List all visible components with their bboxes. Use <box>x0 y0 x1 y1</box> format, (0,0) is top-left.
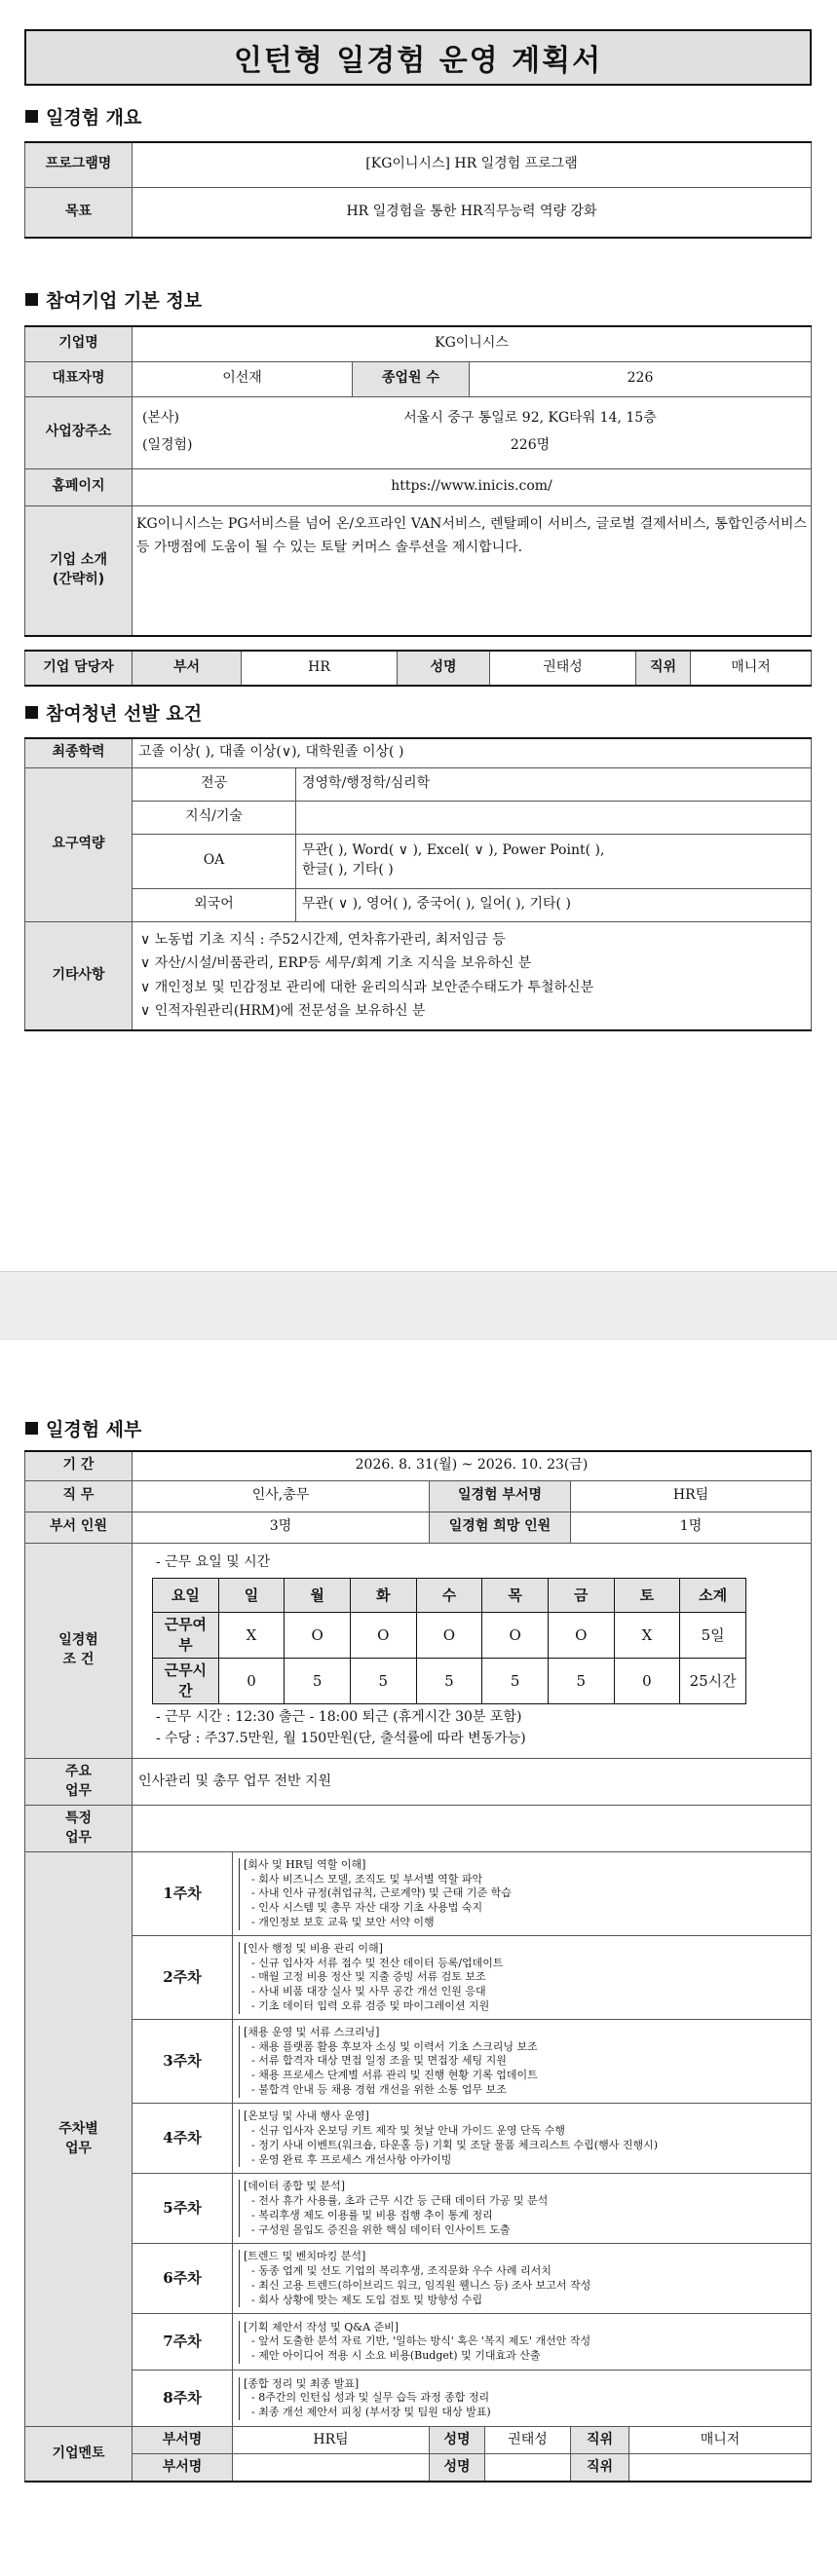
exp-site-value: 226명 <box>510 437 551 453</box>
document-title: 인턴형 일경험 운영 계획서 <box>24 29 812 86</box>
week-content: [인사 행정 및 비용 관리 이해] - 신규 입사자 서류 접수 및 전산 데이터 등록/업데이트 - 매월 고정 비용 정산 및 지출 증빙 서류 검토 보조 - 사내 비품 대장 실사 및 사무 공간 개선 인원 응대 - 기초 데이터 입력 오류 검증 및 마이그레이션 지원 <box>233 1936 812 2020</box>
page-2 <box>0 1340 837 2576</box>
etc-item: ∨ 개인정보 및 민감정보 관리에 대한 윤리의식과 보안준수태도가 투철하신분 <box>140 979 594 995</box>
mentor-label: 기업멘토 <box>25 2427 133 2482</box>
week-label: 8주차 <box>133 2371 233 2427</box>
staff-value: 3명 <box>133 1512 430 1543</box>
employees-value: 226 <box>470 361 812 396</box>
hq-value: 서울시 중구 통일로 92, KG타워 14, 15층 <box>403 410 657 427</box>
contact-position-value: 매니저 <box>691 651 812 686</box>
schedule-cell: O <box>350 1613 416 1659</box>
etc-item: ∨ 인적자원관리(HRM)에 전문성을 보유하신 분 <box>140 1003 426 1020</box>
homepage-link[interactable]: https://www.inicis.com/ <box>133 468 812 505</box>
schedule-cell: O <box>482 1613 549 1659</box>
schedule-cell: 5 <box>482 1659 549 1704</box>
week-label: 6주차 <box>133 2244 233 2314</box>
condition-label: 일경험 조 건 <box>25 1543 133 1759</box>
section-heading-requirements: 참여청년 선발 요건 <box>25 699 202 726</box>
schedule-header: 토 <box>614 1579 680 1613</box>
detail-table <box>24 1450 812 2483</box>
schedule-cell: 근무시간 <box>153 1659 219 1704</box>
dept-value: HR팀 <box>571 1480 812 1512</box>
etc-item: ∨ 자산/시설/비품관리, ERP등 세무/회계 기초 지식을 보유하신 분 <box>140 955 532 972</box>
requirements-table <box>24 737 812 1031</box>
schedule-cell: 5 <box>548 1659 614 1704</box>
contact-label: 기업 담당자 <box>25 651 133 686</box>
weekly-label: 주차별 업무 <box>25 1852 133 2427</box>
company-name-label: 기업명 <box>25 326 133 361</box>
week-label: 3주차 <box>133 2020 233 2104</box>
schedule-header: 수 <box>416 1579 482 1613</box>
etc-label: 기타사항 <box>25 921 133 1030</box>
schedule-cell: 25시간 <box>680 1659 746 1704</box>
square-bullet-icon <box>25 293 38 306</box>
schedule-cell: 5 <box>285 1659 351 1704</box>
mentor2-position-label: 직위 <box>571 2454 629 2482</box>
schedule-cell: 0 <box>218 1659 285 1704</box>
contact-dept-label: 부서 <box>133 651 242 686</box>
schedule-header: 금 <box>548 1579 614 1613</box>
duty-value: 인사,총무 <box>133 1480 430 1512</box>
major-label: 전공 <box>133 767 296 801</box>
goal-value: HR 일경험을 통한 HR직무능력 역량 강화 <box>133 187 812 238</box>
mentor2-position-value <box>629 2454 812 2482</box>
contact-dept-value: HR <box>242 651 398 686</box>
mentor-dept-label: 부서명 <box>133 2427 233 2454</box>
etc-list <box>133 921 812 1030</box>
company-table <box>24 325 812 637</box>
oa-label: OA <box>133 834 296 888</box>
schedule-cell: 0 <box>614 1659 680 1704</box>
period-label: 기 간 <box>25 1451 133 1480</box>
goal-label: 목표 <box>25 187 133 238</box>
ceo-value: 이선재 <box>133 361 353 396</box>
schedule-cell: O <box>285 1613 351 1659</box>
schedule-cell: O <box>548 1613 614 1659</box>
contact-name-label: 성명 <box>398 651 490 686</box>
week-content: [온보딩 및 사내 행사 운영] - 신규 입사자 온보딩 키트 제작 및 첫날 안내 가이드 운영 단독 수행 - 정기 사내 이벤트(워크숍, 타운홀 등) 기획 및 조달 물품 체크리스트 수립(행사 진행시) - 운영 완료 후 프로세스 개선사항 아카이빙 <box>233 2104 812 2174</box>
schedule-cell: X <box>614 1613 680 1659</box>
square-bullet-icon <box>25 1422 38 1435</box>
week-content: [트렌드 및 벤치마킹 분석] - 동종 업계 및 선도 기업의 복리후생, 조직문화 우수 사례 리서치 - 최신 고용 트렌드(하이브리드 워크, 임직원 웰니스 등) 조사 보고서 작성 - 회사 상황에 맞는 제도 도입 검토 및 방향성 수립 <box>233 2244 812 2314</box>
knowledge-value <box>296 801 812 834</box>
schedule-header: 일 <box>218 1579 285 1613</box>
section-heading-detail: 일경험 세부 <box>25 1415 141 1441</box>
page-separator <box>0 1271 837 1341</box>
staff-label: 부서 인원 <box>25 1512 133 1543</box>
company-name-value: KG이니시스 <box>133 326 812 361</box>
section-heading-overview: 일경험 개요 <box>25 103 141 130</box>
contact-name-value: 권태성 <box>490 651 636 686</box>
section-heading-company: 참여기업 기본 정보 <box>25 286 202 313</box>
mentor2-dept-label: 부서명 <box>133 2454 233 2482</box>
etc-item: ∨ 노동법 기초 지식 : 주52시간제, 연차휴가관리, 최저임금 등 <box>140 931 506 948</box>
mentor-dept-value: HR팀 <box>233 2427 430 2454</box>
week-content: [종합 정리 및 최종 발표] - 8주간의 인턴십 성과 및 실무 습득 과정 종합 정리 - 최종 개선 제안서 피칭 (부서장 및 팀원 대상 발표) <box>233 2371 812 2427</box>
special-task-value <box>133 1806 812 1852</box>
employees-label: 종업원 수 <box>353 361 470 396</box>
duty-label: 직 무 <box>25 1480 133 1512</box>
contact-table <box>24 650 812 687</box>
hope-value: 1명 <box>571 1512 812 1543</box>
condition-cell <box>133 1543 812 1759</box>
knowledge-label: 지식/기술 <box>133 801 296 834</box>
mentor-name-label: 성명 <box>430 2427 485 2454</box>
address-label: 사업장주소 <box>25 396 133 468</box>
lang-value: 무관( ∨ ), 영어( ), 중국어( ), 일어( ), 기타( ) <box>296 888 812 921</box>
contact-position-label: 직위 <box>636 651 691 686</box>
mentor-position-value: 매니저 <box>629 2427 812 2454</box>
week-label: 4주차 <box>133 2104 233 2174</box>
schedule-header: 목 <box>482 1579 549 1613</box>
edu-label: 최종학력 <box>25 738 133 767</box>
week-label: 5주차 <box>133 2174 233 2244</box>
intro-value: KG이니시스는 PG서비스를 넘어 온/오프라인 VAN서비스, 렌탈페이 서비스, 글로벌 결제서비스, 통합인증서비스 등 가맹점에 도움이 될 수 있는 토탈 커머스 솔루션을 제시합니다. <box>133 505 812 636</box>
address-cell <box>133 396 812 468</box>
condition-note: - 근무 시간 : 12:30 출근 - 18:00 퇴근 (휴게시간 30분 포함) <box>156 1709 522 1726</box>
main-task-label: 주요 업무 <box>25 1759 133 1806</box>
major-value: 경영학/행정학/심리학 <box>296 767 812 801</box>
mentor-position-label: 직위 <box>571 2427 629 2454</box>
main-task-value: 인사관리 및 총무 업무 전반 지원 <box>133 1759 812 1806</box>
homepage-label: 홈페이지 <box>25 468 133 505</box>
week-label: 7주차 <box>133 2314 233 2371</box>
schedule-cell: X <box>218 1613 285 1659</box>
week-content: [회사 및 HR팀 역할 이해] - 회사 비즈니스 모델, 조직도 및 부서별 역할 파악 - 사내 인사 규정(취업규칙, 근로계약) 및 근태 기준 학습 - 인사 시스템 및 총무 자산 대장 기초 사용법 숙지 - 개인정보 보호 교육 및 보안 서약 이행 <box>233 1852 812 1936</box>
week-content: [데이터 종합 및 분석] - 전사 휴가 사용률, 초과 근무 시간 등 근태 데이터 가공 및 분석 - 복리후생 제도 이용률 및 비용 집행 추이 통계 정리 - 구성원 몰입도 증진을 위한 핵심 데이터 인사이트 도출 <box>233 2174 812 2244</box>
page-1 <box>0 0 837 1271</box>
program-label: 프로그램명 <box>25 142 133 187</box>
period-value: 2026. 8. 31(월) ~ 2026. 10. 23(금) <box>133 1451 812 1480</box>
mentor2-dept-value <box>233 2454 430 2482</box>
program-value: [KG이니시스] HR 일경험 프로그램 <box>133 142 812 187</box>
dept-label: 일경험 부서명 <box>430 1480 571 1512</box>
schedule-cell: 5 <box>350 1659 416 1704</box>
condition-title: - 근무 요일 및 시간 <box>156 1553 271 1570</box>
mentor2-name-value <box>485 2454 571 2482</box>
schedule-cell: 5일 <box>680 1613 746 1659</box>
week-label: 2주차 <box>133 1936 233 2020</box>
mentor-name-value: 권태성 <box>485 2427 571 2454</box>
intro-label: 기업 소개 (간략히) <box>25 505 133 636</box>
week-label: 1주차 <box>133 1852 233 1936</box>
schedule-cell: O <box>416 1613 482 1659</box>
special-task-label: 특정 업무 <box>25 1806 133 1852</box>
square-bullet-icon <box>25 110 38 123</box>
schedule-cell: 5 <box>416 1659 482 1704</box>
mentor2-name-label: 성명 <box>430 2454 485 2482</box>
schedule-header: 월 <box>285 1579 351 1613</box>
schedule-cell: 근무여부 <box>153 1613 219 1659</box>
edu-value: 고졸 이상( ), 대졸 이상(∨), 대학원졸 이상( ) <box>133 738 812 767</box>
overview-table <box>24 141 812 239</box>
oa-value: 무관( ), Word( ∨ ), Excel( ∨ ), Power Point( ), 한글( ), 기타( ) <box>296 834 812 888</box>
week-content: [기획 제안서 작성 및 Q&A 준비] - 앞서 도출한 분석 자료 기반, '일하는 방식' 혹은 '복지 제도' 개선안 작성 - 제안 아이디어 적용 시 소요 비용(Budget) 및 기대효과 산출 <box>233 2314 812 2371</box>
hq-label: (본사) <box>142 410 179 427</box>
schedule-table <box>152 1578 746 1704</box>
lang-label: 외국어 <box>133 888 296 921</box>
ceo-label: 대표자명 <box>25 361 133 396</box>
schedule-header: 화 <box>350 1579 416 1613</box>
schedule-header: 요일 <box>153 1579 219 1613</box>
week-content: [채용 운영 및 서류 스크리닝] - 채용 플랫폼 활용 후보자 소싱 및 이력서 기초 스크리닝 보조 - 서류 합격자 대상 면접 일정 조율 및 면접장 세팅 지원 - 채용 프로세스 단계별 서류 관리 및 진행 현황 기록 업데이트 - 불합격 안내 등 채용 경험 개선을 위한 소통 업무 보조 <box>233 2020 812 2104</box>
exp-site-label: (일경험) <box>142 437 193 453</box>
hope-label: 일경험 희망 인원 <box>430 1512 571 1543</box>
square-bullet-icon <box>25 706 38 719</box>
competency-label: 요구역량 <box>25 767 133 921</box>
condition-note: - 수당 : 주37.5만원, 월 150만원(단, 출석률에 따라 변동가능) <box>156 1730 526 1746</box>
schedule-header: 소계 <box>680 1579 746 1613</box>
